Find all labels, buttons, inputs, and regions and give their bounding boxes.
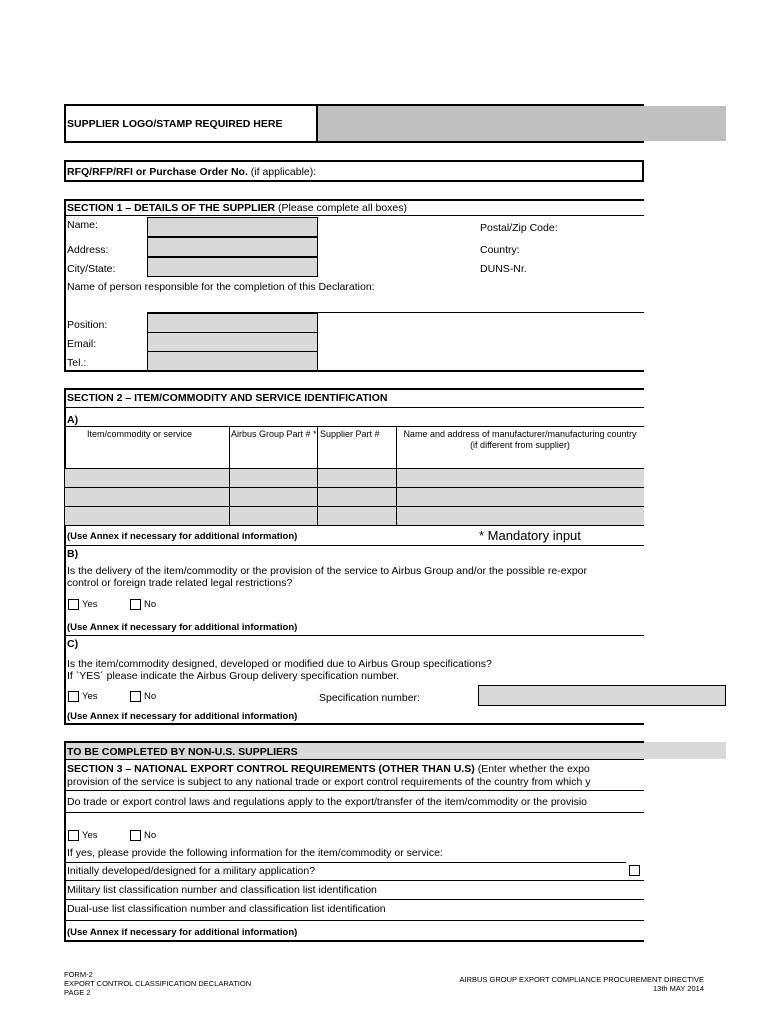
yes-checkbox-b[interactable] (68, 599, 79, 610)
col-item: Item/commodity or service (87, 429, 193, 439)
name-field[interactable] (147, 217, 318, 237)
city-state-field[interactable] (147, 257, 318, 277)
military-list-label: Military list classification number and classification list identification (67, 884, 377, 896)
yes-checkbox-3[interactable] (68, 830, 79, 841)
question-c-line1: Is the item/commodity designed, developed or modified due to Airbus Group specifications? (67, 658, 492, 670)
part-c-label: C) (67, 638, 79, 650)
email-label: Email: (67, 338, 97, 350)
question-b-line2: control or foreign trade related legal restrictions? (67, 577, 293, 589)
no-checkbox-c[interactable] (130, 691, 141, 702)
footer-form: FORM-2 (64, 970, 93, 979)
question-c-line2: If `YES´ please indicate the Airbus Group delivery specification number. (67, 670, 400, 682)
no-label-c: No (144, 691, 157, 702)
tel-label: Tel.: (67, 357, 87, 369)
position-field[interactable] (147, 313, 318, 333)
address-label: Address: (67, 244, 109, 256)
military-app-checkbox[interactable] (629, 865, 640, 876)
section-3-title: SECTION 3 – NATIONAL EXPORT CONTROL REQUIREMENTS (OTHER THAN U.S) (Enter whether the expo (67, 763, 590, 775)
annex-note-3: (Use Annex if necessary for additional information) (67, 927, 298, 938)
no-checkbox-3[interactable] (130, 830, 141, 841)
email-field[interactable] (147, 332, 318, 352)
rfq-label: RFQ/RFP/RFI or Purchase Order No. (if applicable): (67, 166, 317, 178)
city-state-label: City/State: (67, 263, 116, 275)
postal-label: Postal/Zip Code: (480, 222, 558, 234)
yes-label-c: Yes (82, 691, 98, 702)
no-label-3: No (144, 830, 157, 841)
country-label: Country: (480, 244, 520, 256)
spec-number-field[interactable] (478, 685, 726, 706)
section-3-title-line2: provision of the service is subject to any national trade or export control requirements of the country from which y (67, 776, 591, 788)
section-1-title: SECTION 1 – DETAILS OF THE SUPPLIER (Please complete all boxes) (67, 202, 407, 214)
annex-note-c: (Use Annex if necessary for additional information) (67, 711, 298, 722)
annex-note-a: (Use Annex if necessary for additional information) (67, 531, 298, 542)
spec-number-label: Specification number: (319, 692, 420, 704)
address-field[interactable] (147, 237, 318, 257)
no-label-b: No (144, 599, 157, 610)
logo-label: SUPPLIER LOGO/STAMP REQUIRED HERE (67, 118, 283, 130)
yes-checkbox-c[interactable] (68, 691, 79, 702)
dual-use-label: Dual-use list classification number and classification list identification (67, 903, 386, 915)
tel-field[interactable] (147, 351, 318, 371)
duns-label: DUNS-Nr. (480, 263, 527, 275)
responsible-label: Name of person responsible for the completion of this Declaration: (67, 281, 375, 293)
question-b-line1: Is the delivery of the item/commodity or the provision of the service to Airbus Group and/or the possible re-expor (67, 565, 588, 577)
logo-stamp-area[interactable] (318, 106, 726, 141)
yes-label-b: Yes (82, 599, 98, 610)
no-checkbox-b[interactable] (130, 599, 141, 610)
col-manufacturer: Name and address of manufacturer/manufacturing country (if different from supplier) (403, 429, 637, 450)
if-yes-label: If yes, please provide the following information for the item/commodity or service: (67, 847, 443, 859)
military-app-label: Initially developed/designed for a military application? (67, 865, 316, 877)
footer-date: 13th MAY 2014 (652, 984, 704, 993)
name-label: Name: (67, 219, 98, 231)
section-2-title: SECTION 2 – ITEM/COMMODITY AND SERVICE IDENTIFICATION (67, 392, 388, 404)
table-row[interactable] (65, 469, 644, 488)
table-row[interactable] (65, 488, 644, 507)
footer-page: PAGE 2 (64, 988, 91, 997)
col-airbus-part: Airbus Group Part # * (231, 429, 317, 439)
footer-doc-title: EXPORT CONTROL CLASSIFICATION DECLARATION (64, 979, 252, 988)
col-supplier-part: Supplier Part # (320, 429, 380, 439)
mandatory-note: * Mandatory input (479, 528, 581, 543)
footer-directive: AIRBUS GROUP EXPORT COMPLIANCE PROCUREMENT DIRECTIVE (459, 975, 704, 984)
position-label: Position: (67, 319, 108, 331)
annex-note-b: (Use Annex if necessary for additional information) (67, 622, 298, 633)
section-3-question: Do trade or export control laws and regulations apply to the export/transfer of the item/commodity or the provisio (67, 796, 588, 808)
part-a-label: A) (67, 414, 79, 426)
table-row[interactable] (65, 507, 644, 526)
yes-label-3: Yes (82, 830, 98, 841)
non-us-heading: TO BE COMPLETED BY NON-U.S. SUPPLIERS (67, 746, 298, 758)
part-b-label: B) (67, 548, 79, 560)
